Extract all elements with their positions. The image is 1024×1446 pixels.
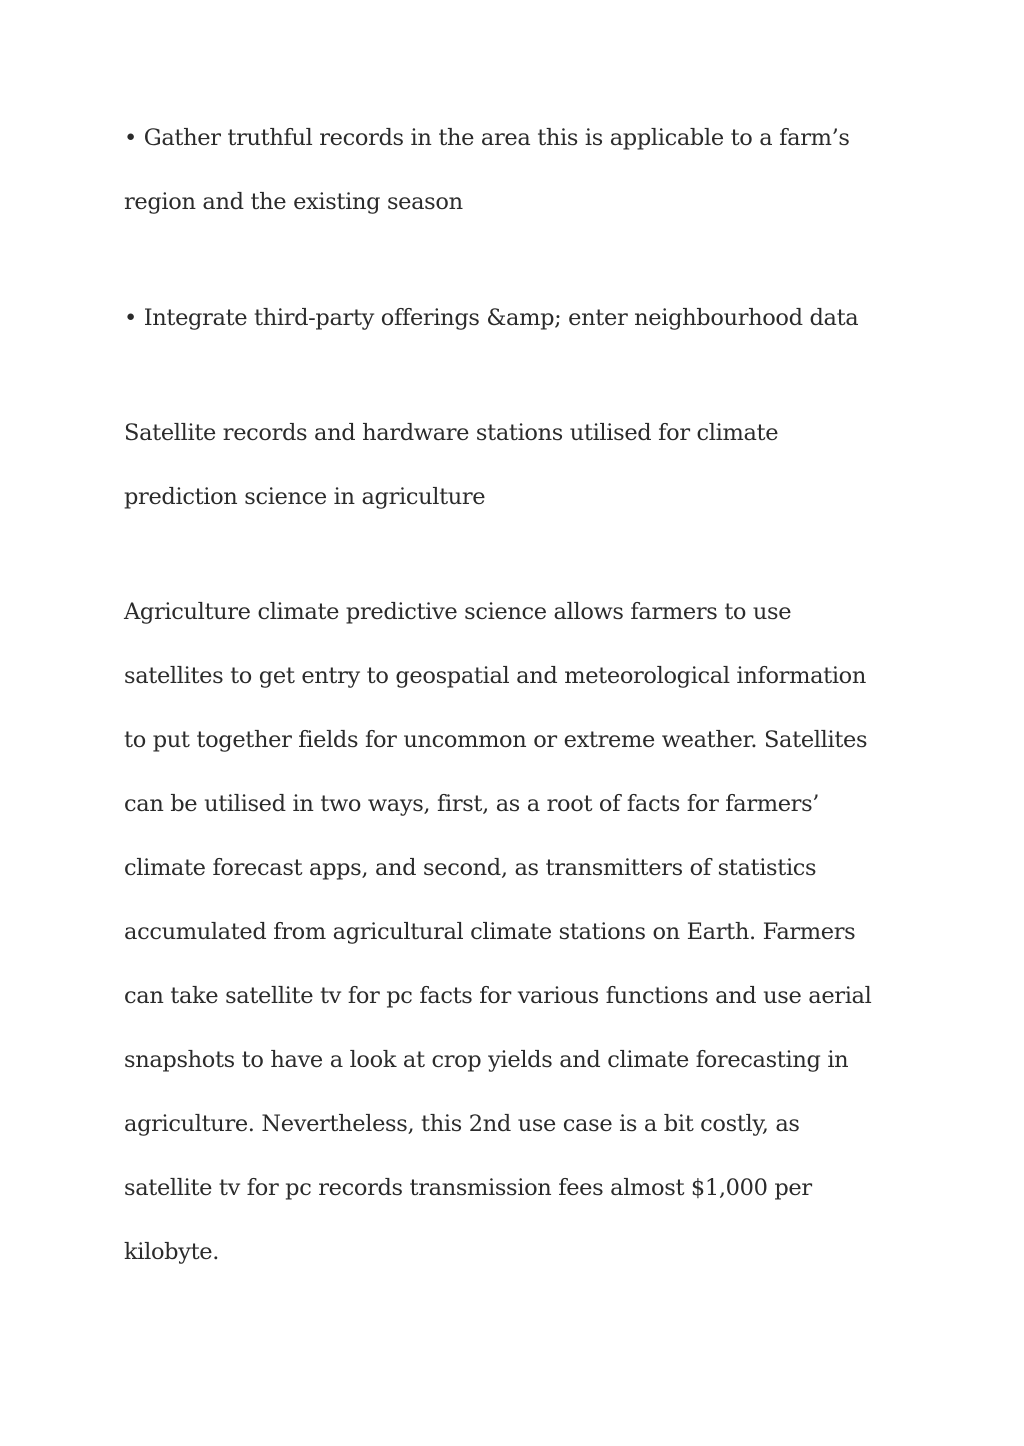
text-line: kilobyte. (124, 1239, 220, 1265)
text-line: Agriculture climate predictive science allows farmers to use (124, 599, 792, 625)
text-line: • Integrate third-party offerings &amp; enter neighbourhood data (124, 305, 859, 331)
text-line: can take satellite tv for pc facts for various functions and use aerial (124, 983, 872, 1009)
text-line: snapshots to have a look at crop yields and climate forecasting in (124, 1047, 849, 1073)
text-line: prediction science in agriculture (124, 484, 486, 510)
text-line: region and the existing season (124, 189, 463, 215)
text-line: satellite tv for pc records transmission fees almost $1,000 per (124, 1175, 812, 1201)
text-line: accumulated from agricultural climate stations on Earth. Farmers (124, 919, 856, 945)
text-line: agriculture. Nevertheless, this 2nd use case is a bit costly, as (124, 1111, 800, 1137)
bullet-item-gather-records (124, 106, 914, 234)
body-paragraph-satellite-usage (124, 580, 914, 1284)
text-line: Satellite records and hardware stations utilised for climate (124, 420, 779, 446)
bullet-item-integrate-offerings (124, 286, 914, 350)
text-line: climate forecast apps, and second, as transmitters of statistics (124, 855, 817, 881)
text-line: • Gather truthful records in the area this is applicable to a farm’s (124, 125, 850, 151)
text-line: to put together fields for uncommon or extreme weather. Satellites (124, 727, 868, 753)
text-line: can be utilised in two ways, first, as a root of facts for farmers’ (124, 791, 820, 817)
text-line: satellites to get entry to geospatial and meteorological information (124, 663, 867, 689)
section-heading-satellite-records (124, 401, 914, 529)
